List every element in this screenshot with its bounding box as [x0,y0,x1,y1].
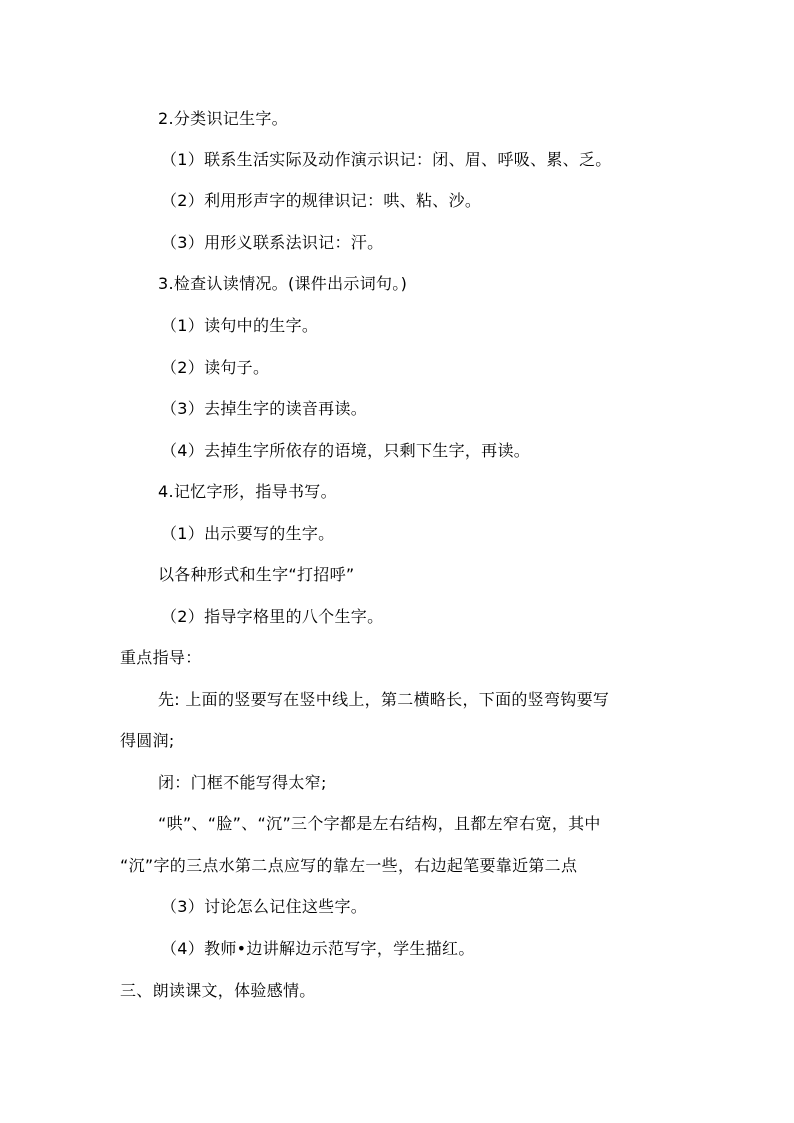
heading-4: 4.记忆字形，指导书写。 [158,482,337,501]
guidance-xian-line2: 得圆润; [120,731,175,750]
item-4-1: （1）出示要写的生字。 [161,524,335,543]
section-3-heading: 三、朗读课文，体验感情。 [120,981,316,1000]
heading-3: 3.检查认读情况。(课件出示词句。) [158,274,408,293]
item-4-2: （2）指导字格里的八个生字。 [161,607,384,626]
paragraph-greeting: 以各种形式和生字“打招呼” [158,565,355,584]
item-4-3: （3）讨论怎么记住这些字。 [161,897,368,916]
guidance-three-chars-line2: “沉”字的三点水第二点应写的靠左一些，右边起笔要靠近第二点 [120,856,578,875]
guidance-xian-line1: 先: 上面的竖要写在竖中线上，第二横略长，下面的竖弯钩要写 [158,690,610,709]
item-3-1: （1）读句中的生字。 [161,316,319,335]
item-2-1: （1）联系生活实际及动作演示识记：闭、眉、呼吸、累、乏。 [161,150,612,169]
item-4-4: （4）教师•边讲解边示范写字，学生描红。 [161,939,475,958]
guidance-bi: 闭：门框不能写得太窄; [158,773,327,792]
item-2-3: （3）用形义联系法识记：汗。 [161,233,384,252]
guidance-three-chars-line1: “哄”、“脸”、“沉”三个字都是左右结构，且都左窄右宽，其中 [158,814,601,833]
item-3-2: （2）读句子。 [161,358,270,377]
heading-2: 2.分类识记生字。 [158,109,288,128]
key-guidance-heading: 重点指导： [120,648,202,667]
item-2-2: （2）利用形声字的规律识记：哄、粘、沙。 [161,191,482,210]
item-3-3: （3）去掉生字的读音再读。 [161,399,368,418]
item-3-4: （4）去掉生字所依存的语境，只剩下生字，再读。 [161,441,531,460]
